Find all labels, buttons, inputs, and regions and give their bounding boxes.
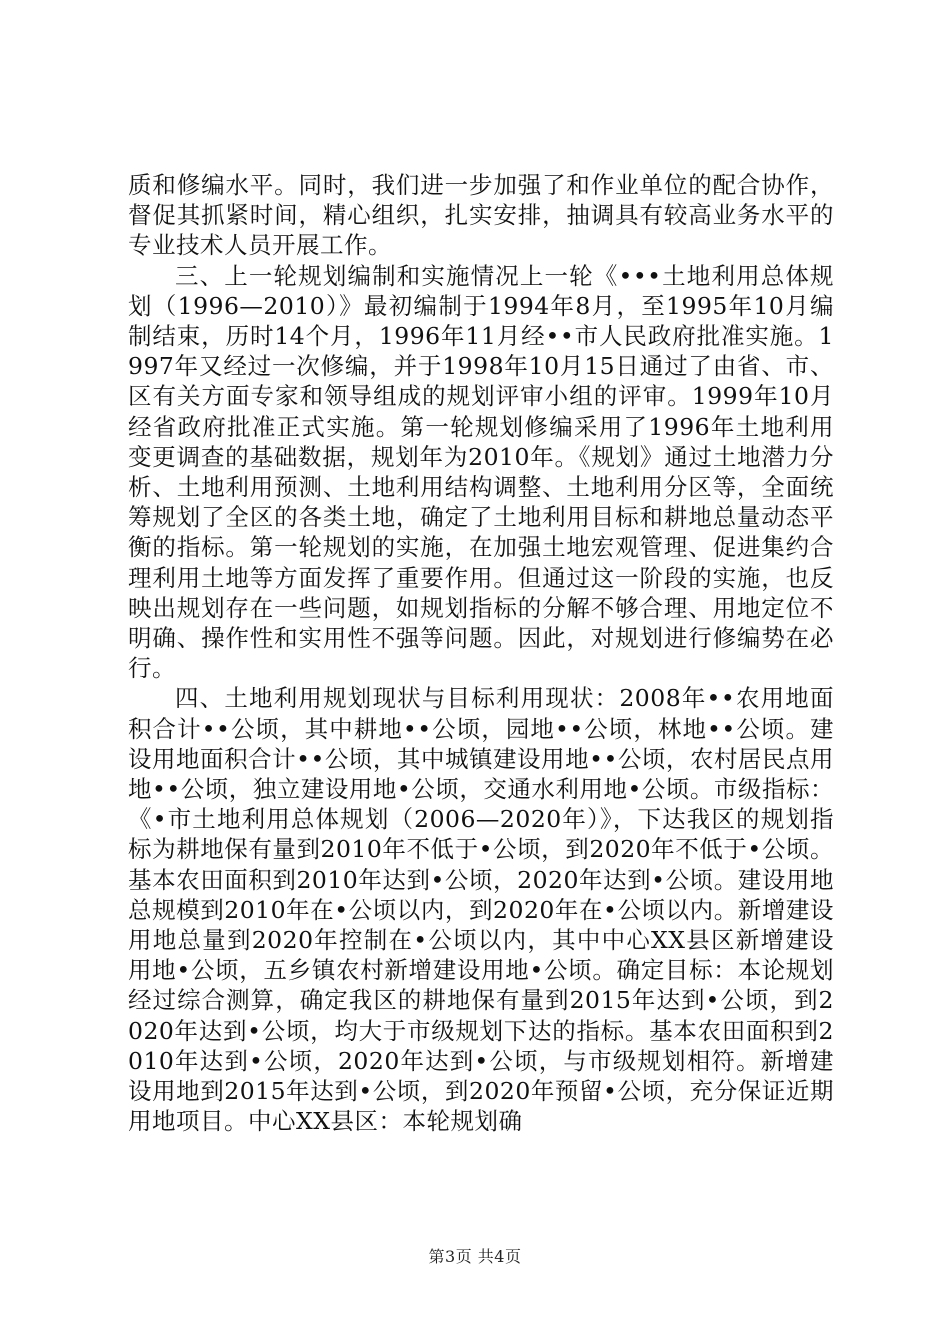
- paragraph-continuation: 质和修编水平。同时，我们进一步加强了和作业单位的配合协作，督促其抓紧时间，精心组织，扎实安排，抽调具有较高业务水平的专业技术人员开展工作。: [128, 171, 834, 260]
- paragraph-section-three: 三、上一轮规划编制和实施情况上一轮《•••土地利用总体规划（1996—2010）》最初编制于1994年8月，至1995年10月编制结束，历时14个月，1996年11月经••市人民政府批准实施。1997年又经过一次修编，并于1998年10月15日通过了由省、市、区有关方面专家和领导组成的规划评审小组的评审。1999年10月经省政府批准正式实施。第一轮规划修编采用了1996年土地利用变更调查的基础数据，规划年为2010年。《规划》通过土地潜力分析、土地利用预测、土地利用结构调整、土地利用分区等，全面统筹规划了全区的各类土地，确定了土地利用目标和耕地总量动态平衡的指标。第一轮规划的实施，在加强土地宏观管理、促进集约合理利用土地等方面发挥了重要作用。但通过这一阶段的实施，也反映出规划存在一些问题，如规划指标的分解不够合理、用地定位不明确、操作性和实用性不强等问题。因此，对规划进行修编势在必行。: [128, 261, 834, 683]
- page-footer: [0, 1244, 950, 1267]
- document-body: [128, 170, 834, 1137]
- paragraph-section-four: 四、土地利用规划现状与目标利用现状：2008年••农用地面积合计••公顷，其中耕地••公顷，园地••公顷，林地••公顷。建设用地面积合计••公顷，其中城镇建设用地••公顷，农村居民点用地••公顷，独立建设用地•公顷，交通水利用地•公顷。市级指标：《•市土地利用总体规划（2006—2020年）》，下达我区的规划指标为耕地保有量到2010年不低于•公顷，到2020年不低于•公顷。基本农田面积到2010年达到•公顷，2020年达到•公顷。建设用地总规模到2010年在•公顷以内，到2020年在•公顷以内。新增建设用地总量到2020年控制在•公顷以内，其中中心XX县区新增建设用地•公顷，五乡镇农村新增建设用地•公顷。确定目标：本论规划经过综合测算，确定我区的耕地保有量到2015年达到•公顷，到2020年达到•公顷，均大于市级规划下达的指标。基本农田面积到2010年达到•公顷，2020年达到•公顷，与市级规划相符。新增建设用地到2015年达到•公顷，到2020年预留•公顷，充分保证近期用地项目。中心XX县区：本轮规划确: [128, 684, 834, 1136]
- page-number-label: 第3页 共4页: [428, 1247, 522, 1266]
